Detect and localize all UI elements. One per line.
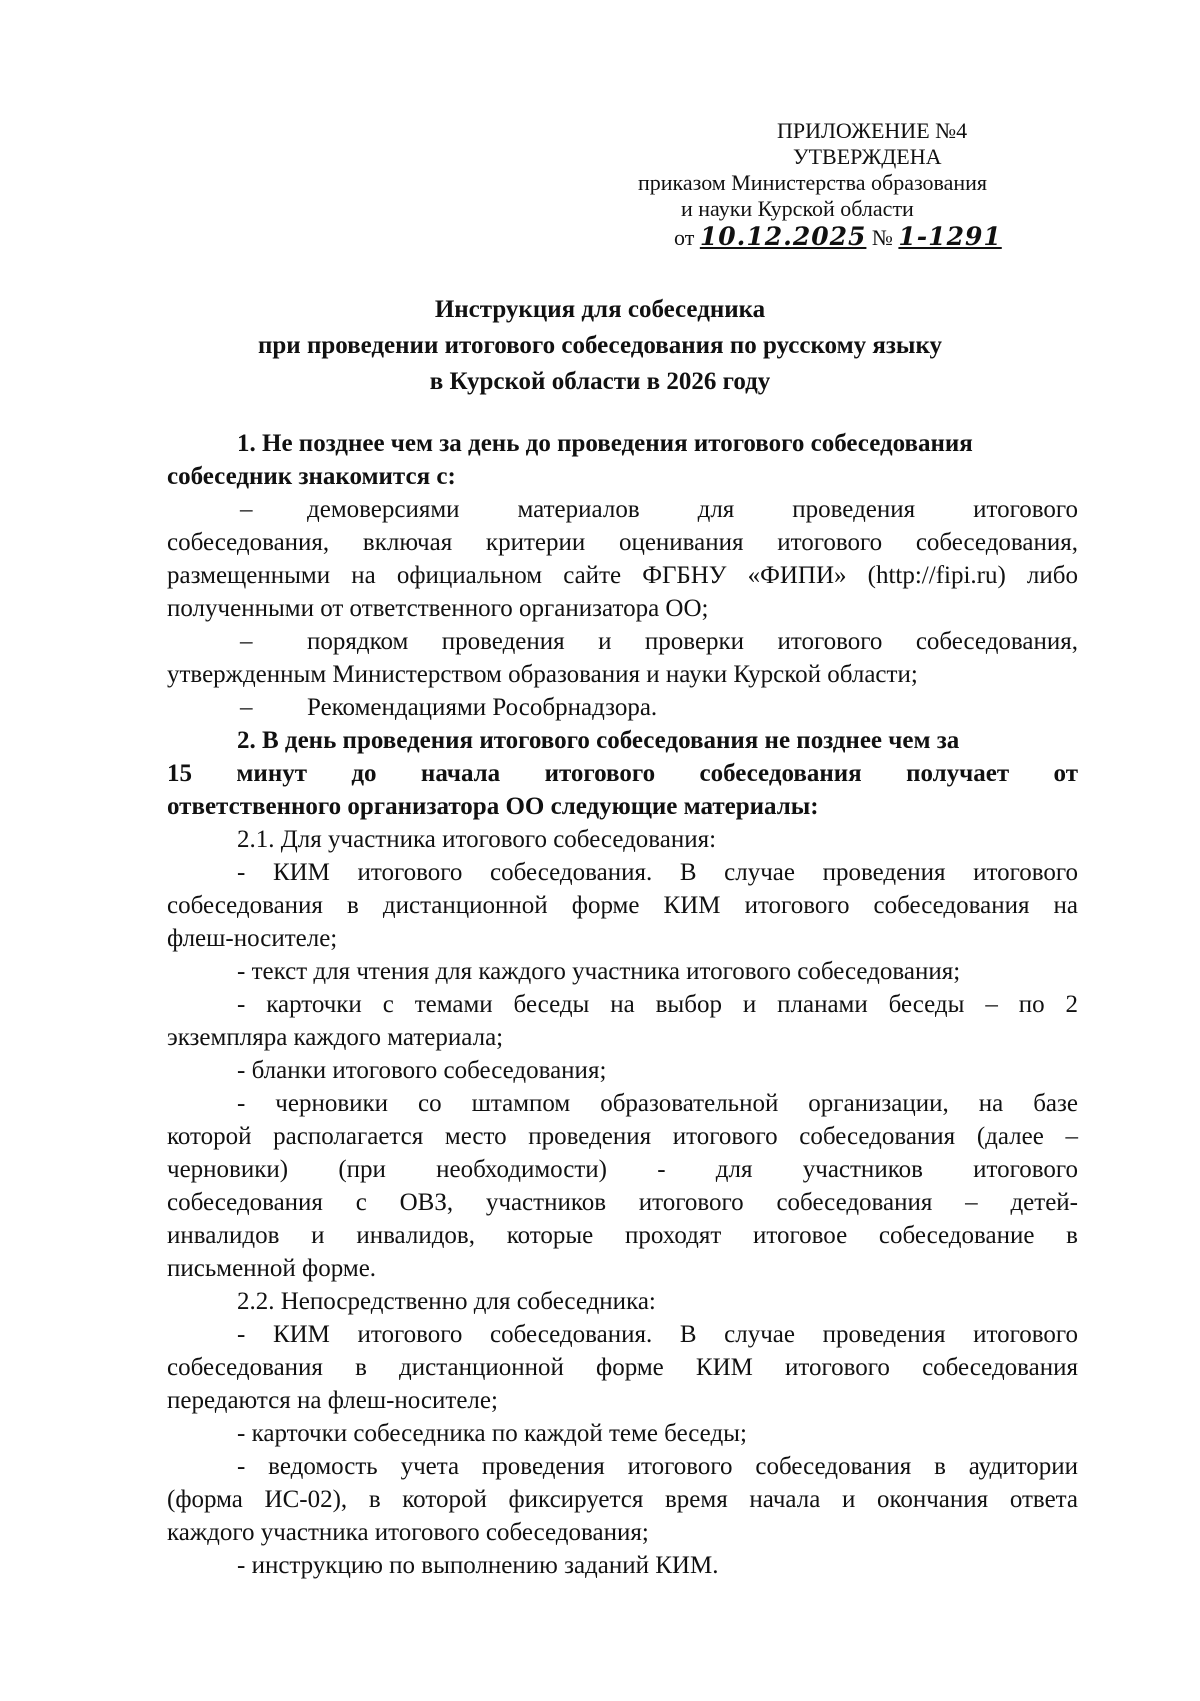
list-item: - инструкцию по выполнению заданий КИМ. [237,1552,719,1579]
from-label: от [674,225,695,250]
text-line: письменной форме. [167,1255,377,1282]
list-item: - бланки итогового собеседования; [237,1057,607,1084]
document-title [150,292,1050,400]
text-line: инвалидов и инвалидов, которые проходят итоговое собеседование в [167,1222,1078,1249]
text-line: собеседования с ОВЗ, участников итогового собеседования – детей- [167,1189,1078,1216]
text-line: размещенными на официальном сайте ФГБНУ «ФИПИ» (http://fipi.ru) либо [167,562,1078,589]
section-1-heading-cont: собеседник знакомится с: [167,463,456,490]
subsection-2-2: 2.2. Непосредственно для собеседника: [237,1288,656,1315]
list-item: - черновики со штампом образовательной организации, на базе [237,1090,1078,1117]
bullet-recommendations [167,691,1078,724]
title-line: в Курской области в 2026 году [429,368,771,395]
dash-marker: – [240,496,253,523]
bullet-demo-versions [167,493,1078,526]
bullet-procedure [167,625,1078,658]
list-item: - ведомость учета проведения итогового собеседования в аудитории [237,1453,1078,1480]
section-2-heading: 2. В день проведения итогового собеседования не позднее чем за [237,727,960,754]
text-line: полученными от ответственного организатора ОО; [167,595,709,622]
ministry-line: и науки Курской области [681,196,914,221]
handwritten-date: 10.12.2025 [699,222,867,251]
text-line: флеш-носителе; [167,925,338,952]
text-line: каждого участника итогового собеседования; [167,1519,649,1546]
text-line: экземпляра каждого материала; [167,1024,504,1051]
text-line: демоверсиями материалов для проведения итогового [307,496,1078,523]
text-line: собеседования в дистанционной форме КИМ итогового собеседования на [167,892,1078,919]
approved-label: УТВЕРЖДЕНА [793,144,942,169]
dash-marker: – [240,628,253,655]
text-line: передаются на флеш-носителе; [167,1387,498,1414]
appendix-label: ПРИЛОЖЕНИЕ №4 [777,118,968,143]
title-line: Инструкция для собеседника [434,296,766,323]
document-body [167,427,1078,1582]
section-1-heading: 1. Не позднее чем за день до проведения итогового собеседования [237,430,973,457]
list-item: - КИМ итогового собеседования. В случае проведения итогового [237,859,1078,886]
text-line: собеседования в дистанционной форме КИМ итогового собеседования [167,1354,1078,1381]
list-item: - текст для чтения для каждого участника итогового собеседования; [237,958,961,985]
dash-marker: – [240,694,253,721]
number-label: № [871,225,893,250]
list-item: - КИМ итогового собеседования. В случае проведения итогового [237,1321,1078,1348]
text-line: собеседования, включая критерии оценивания итогового собеседования, [167,529,1078,556]
text-line: (форма ИС-02), в которой фиксируется время начала и окончания ответа [167,1486,1078,1513]
title-line: при проведении итогового собеседования по русскому языку [257,332,942,359]
approval-block [638,118,1090,251]
section-2-heading-cont: ответственного организатора ОО следующие материалы: [167,793,819,820]
order-line: приказом Министерства образования [638,170,988,195]
section-2-heading-cont: 15 минут до начала итогового собеседования получает от [167,760,1078,787]
order-date-line [674,224,1074,250]
text-line: черновики) (при необходимости) - для участников итогового [167,1156,1078,1183]
handwritten-number: 1-1291 [898,222,1002,251]
text-line: утвержденным Министерством образования и науки Курской области; [167,661,918,688]
text-line: которой располагается место проведения итогового собеседования (далее – [167,1123,1078,1150]
list-item: - карточки собеседника по каждой теме беседы; [237,1420,747,1447]
subsection-2-1: 2.1. Для участника итогового собеседования: [237,826,717,853]
text-line: порядком проведения и проверки итогового собеседования, [307,628,1078,655]
list-item: - карточки с темами беседы на выбор и планами беседы – по 2 [237,991,1078,1018]
text-line: Рекомендациями Рособрнадзора. [307,694,658,721]
